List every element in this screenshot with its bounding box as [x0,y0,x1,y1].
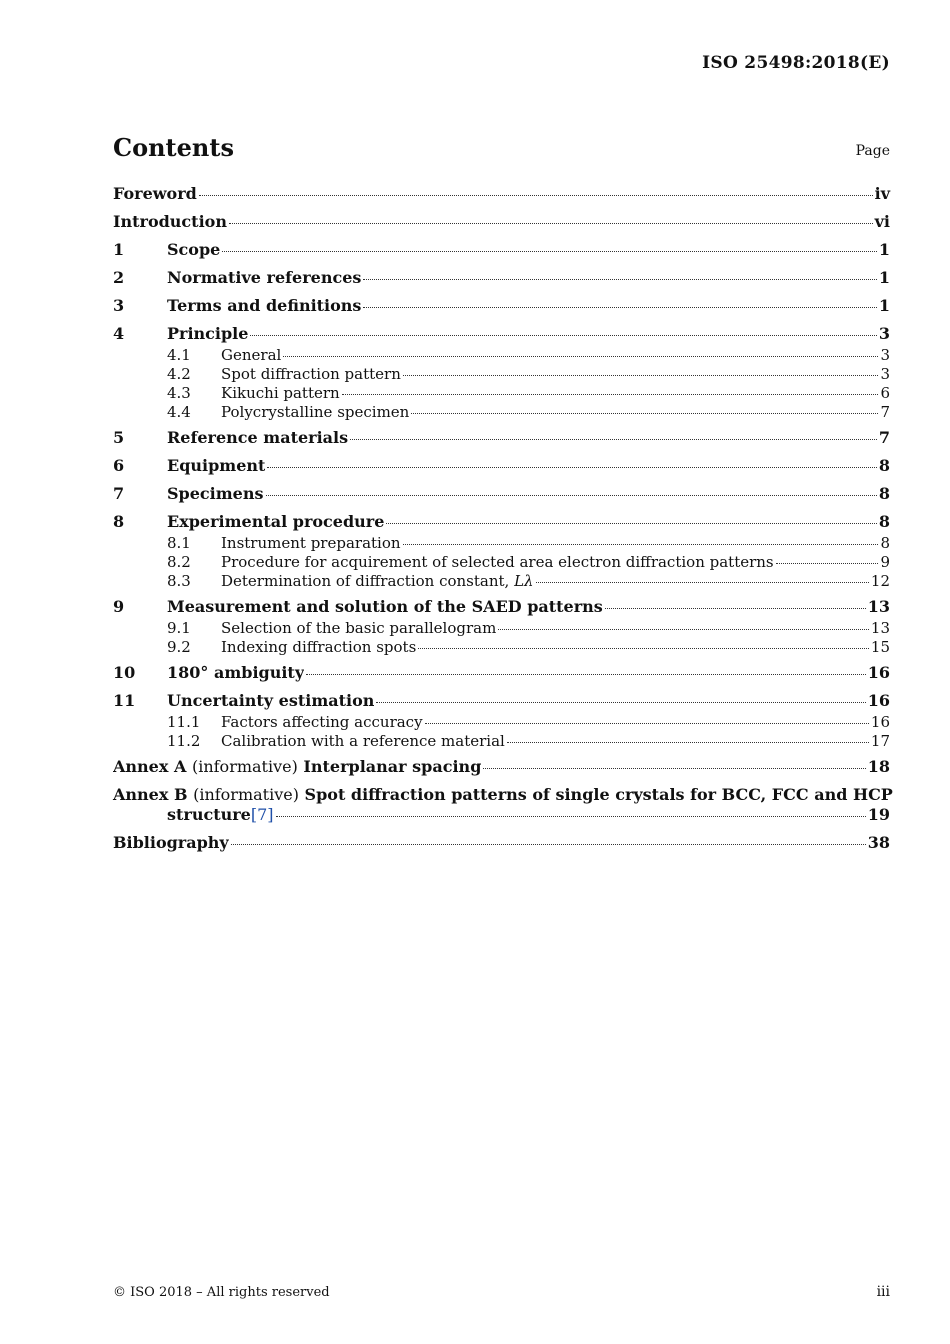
annex-b-label: Annex B [113,785,188,804]
bibliography-page: 38 [867,833,890,852]
toc-subentry[interactable] [113,638,890,657]
toc-entry[interactable] [113,240,890,262]
dot-leader [231,844,866,845]
toc-subentry-title [221,619,496,637]
dot-leader [507,742,869,743]
dot-leader [363,307,876,308]
toc-entry[interactable] [113,456,890,478]
toc-subentry-number: 8.2 [167,553,191,571]
toc-entry-number: 1 [113,240,125,259]
annex-b-title-line1: Spot diffraction patterns of single crystals for BCC, FCC and HCP [304,785,893,804]
toc-subentry-number: 11.2 [167,732,201,750]
dot-leader [363,279,876,280]
annex-b-title-line2: structure [167,805,251,824]
toc-entry-title: Reference materials [167,428,349,447]
toc-subentry-title [221,572,534,590]
contents-heading: Contents [113,133,234,162]
toc-subentry-number: 9.2 [167,638,191,656]
toc-subentry-number: 11.1 [167,713,201,731]
toc-entry-title: Foreword [113,184,197,203]
toc-entry-title: Specimens [167,484,264,503]
annex-a-type: (informative) [191,757,298,776]
toc-entry[interactable] [113,296,890,318]
toc-entry-page: 7 [878,428,890,447]
toc-entry-number: 4 [113,324,125,343]
page-number: iii [876,1284,890,1300]
toc-subentry-page: 8 [880,534,890,552]
toc-entry-title: Experimental procedure [167,512,385,531]
toc-entry-number: 10 [113,663,136,682]
toc-entry[interactable] [113,691,890,713]
dot-leader [386,523,876,524]
toc-subentry-number: 4.1 [167,346,191,364]
toc-subentry-title-text: Factors affecting accuracy [221,713,423,731]
toc-subentry-title [221,384,340,402]
toc-subentry-title-text: Procedure for acquirement of selected area electron diffraction patterns [221,553,774,571]
toc-subentry-page: 3 [880,346,890,364]
toc-entry[interactable] [113,597,890,619]
toc-entry-number: 9 [113,597,125,616]
dot-leader [267,467,876,468]
toc-entry-page: 1 [878,268,890,287]
toc-entry-page: 8 [878,484,890,503]
toc-entry-title: Measurement and solution of the SAED patterns [167,597,603,616]
dot-leader [776,563,879,564]
toc-subentry-number: 4.2 [167,365,191,383]
toc-subentry[interactable] [113,572,890,591]
toc-subentry-number: 8.3 [167,572,191,590]
toc-subentry[interactable] [113,534,890,553]
toc-subentry[interactable] [113,403,890,422]
toc-entry-page: 13 [867,597,890,616]
toc-subentry-title-text: Selection of the basic parallelogram [221,619,497,637]
table-of-contents [113,184,893,855]
toc-entry-page: 16 [867,663,890,682]
dot-leader [306,674,866,675]
annex-a-page: 18 [867,757,890,776]
dot-leader [229,223,873,224]
toc-entry[interactable] [113,663,890,685]
toc-entry[interactable] [113,268,890,290]
toc-entry-number: 5 [113,428,125,447]
toc-entry[interactable] [113,212,890,234]
toc-subentry-page: 16 [870,713,890,731]
toc-subentry[interactable] [113,365,890,384]
dot-leader [222,251,877,252]
bibliography-title: Bibliography [113,833,229,852]
toc-subentry-number: 8.1 [167,534,191,552]
toc-entry-title: Normative references [167,268,362,287]
annex-b-type: (informative) [193,785,299,804]
toc-subentry-title-text: Determination of diffraction constant, [221,572,515,590]
toc-entry-number: 3 [113,296,125,315]
toc-subentry-page: 15 [870,638,890,656]
dot-leader [425,723,869,724]
toc-subentry-title [221,534,401,552]
toc-subentry-page: 17 [870,732,890,750]
toc-subentry[interactable] [113,346,890,365]
toc-entry-page: vi [874,212,890,231]
dot-leader [276,816,866,817]
toc-entry-title: Introduction [113,212,227,231]
toc-subentry-page: 12 [870,572,890,590]
toc-entry-page: 1 [878,240,890,259]
toc-entry-title: Principle [167,324,249,343]
toc-subentry-title-text: Instrument preparation [221,534,401,552]
toc-entry-number: 7 [113,484,125,503]
toc-subentry-title [221,553,774,571]
dot-leader [350,439,877,440]
toc-entry-page: 16 [867,691,890,710]
toc-entry-number: 6 [113,456,125,475]
toc-subentry-title [221,713,423,731]
toc-subentry-title [221,346,281,364]
toc-subentry-page: 6 [880,384,890,402]
toc-entry-title: Terms and definitions [167,296,362,315]
dot-leader [283,356,878,357]
toc-entry-page: 1 [878,296,890,315]
toc-entries [113,184,890,751]
toc-subentry-title-text: Spot diffraction pattern [221,365,401,383]
toc-subentry-title [221,732,505,750]
toc-entry-page: iv [874,184,890,203]
toc-entry-title: Uncertainty estimation [167,691,375,710]
dot-leader [376,702,865,703]
dot-leader [498,629,869,630]
dot-leader [403,544,879,545]
dot-leader [342,394,879,395]
dot-leader [403,375,879,376]
toc-entry-number: 11 [113,691,136,710]
toc-subentry-number: 4.4 [167,403,191,421]
toc-subentry[interactable] [113,732,890,751]
toc-subentry-title-text: General [221,346,282,364]
toc-entry[interactable] [113,484,890,506]
toc-entry[interactable] [113,512,890,534]
toc-subentry[interactable] [113,384,890,403]
toc-subentry-title-text: Kikuchi pattern [221,384,340,402]
annex-a-label: Annex A [113,757,187,776]
toc-entry-page: 8 [878,456,890,475]
standard-identifier: ISO 25498:2018(E) [702,53,890,73]
toc-subentry-title [221,365,401,383]
toc-entry-annex-b[interactable] [113,785,893,827]
dot-leader [536,582,869,583]
toc-subentry-page: 9 [880,553,890,571]
copyright-notice: © ISO 2018 – All rights reserved [113,1285,330,1300]
toc-entry-annex-a[interactable] [113,757,890,779]
dot-leader [250,335,876,336]
toc-entry[interactable] [113,324,890,346]
dot-leader [605,608,866,609]
page-column-label: Page [855,143,890,159]
toc-subentry-title-symbol: Lλ [514,572,534,590]
toc-subentry-title [221,638,416,656]
annex-a-title: Interplanar spacing [303,757,482,776]
toc-entry-page: 3 [878,324,890,343]
toc-entry[interactable] [113,184,890,206]
dot-leader [483,768,865,769]
toc-subentry-title-text: Polycrystalline specimen [221,403,410,421]
toc-entry-title: 180° ambiguity [167,663,305,682]
toc-subentry-page: 13 [870,619,890,637]
toc-entry-page: 8 [878,512,890,531]
toc-subentry-number: 9.1 [167,619,191,637]
toc-entry-number: 2 [113,268,125,287]
dot-leader [266,495,877,496]
toc-entry-number: 8 [113,512,125,531]
toc-subentry[interactable] [113,713,890,732]
toc-subentry-title [221,403,409,421]
toc-entry-bibliography[interactable] [113,833,890,855]
toc-entry[interactable] [113,428,890,450]
toc-subentry-title-text: Calibration with a reference material [221,732,505,750]
annex-b-page: 19 [867,805,890,824]
toc-subentry[interactable] [113,619,890,638]
dot-leader [418,648,869,649]
toc-subentry-number: 4.3 [167,384,191,402]
bibliography-reference-link[interactable]: [7] [250,805,274,824]
dot-leader [199,195,873,196]
dot-leader [411,413,878,414]
toc-subentry-title-text: Indexing diffraction spots [221,638,417,656]
toc-subentry[interactable] [113,553,890,572]
toc-subentry-page: 3 [880,365,890,383]
toc-entry-title: Equipment [167,456,266,475]
toc-entry-title: Scope [167,240,221,259]
toc-subentry-page: 7 [880,403,890,421]
